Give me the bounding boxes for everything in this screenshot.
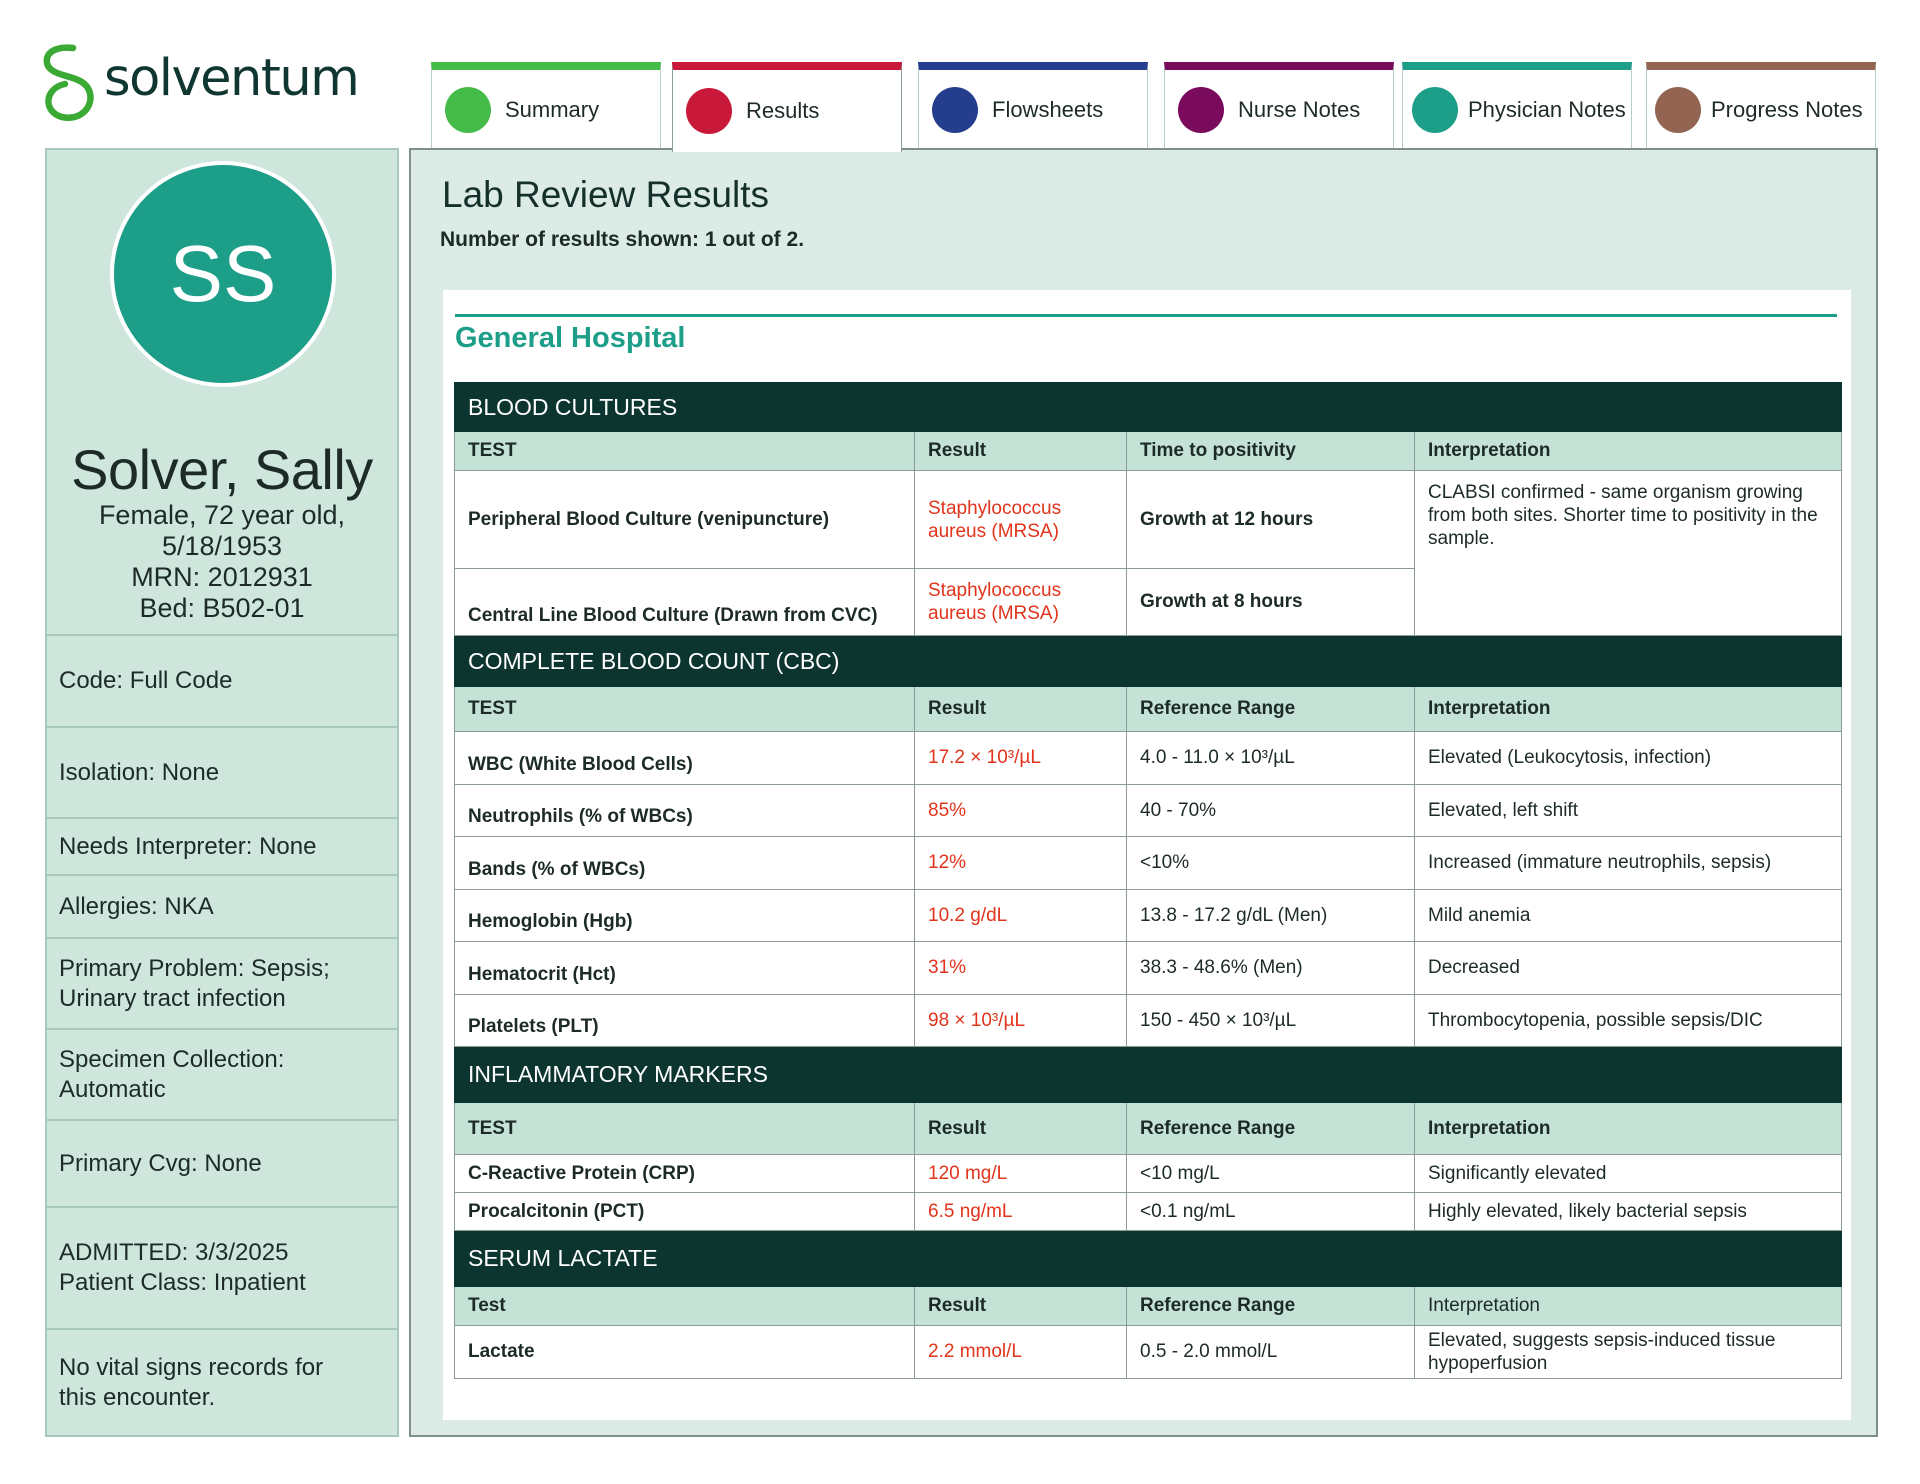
column-header-row xyxy=(455,687,1842,732)
tab-label: Results xyxy=(746,98,820,123)
column-header: Result xyxy=(915,432,1127,471)
progress-notes-dot-icon xyxy=(1655,87,1701,133)
test-result: 120 mg/L xyxy=(915,1155,1127,1193)
patient-name: Solver, Sally xyxy=(71,438,373,501)
test-result: 6.5 ng/mL xyxy=(915,1193,1127,1231)
physician-notes-dot-icon xyxy=(1412,87,1458,133)
column-header: Interpretation xyxy=(1415,1103,1842,1155)
tab-label: Physician Notes xyxy=(1468,97,1626,122)
section-header-cbc xyxy=(455,636,1842,687)
time-to-positivity: Growth at 12 hours xyxy=(1127,471,1415,569)
column-header: TEST xyxy=(455,1103,915,1155)
column-header: Reference Range xyxy=(1127,687,1415,732)
test-result: 98 × 10³/µL xyxy=(915,995,1127,1047)
solventum-logo xyxy=(40,42,358,122)
interpretation: Mild anemia xyxy=(1415,890,1842,942)
section-header-inflammatory-markers xyxy=(455,1047,1842,1103)
test-name: Bands (% of WBCs) xyxy=(455,837,915,890)
summary-dot-icon xyxy=(445,87,491,133)
reference-range: 0.5 - 2.0 mmol/L xyxy=(1127,1326,1415,1379)
test-name: WBC (White Blood Cells) xyxy=(455,732,915,785)
test-result: 85% xyxy=(915,785,1127,837)
column-header: Time to positivity xyxy=(1127,432,1415,471)
table-row xyxy=(455,1326,1842,1379)
test-result: Staphylococcus aureus (MRSA) xyxy=(915,471,1127,569)
tab-flowsheets[interactable] xyxy=(918,62,1148,150)
test-name: Neutrophils (% of WBCs) xyxy=(455,785,915,837)
test-name: Procalcitonin (PCT) xyxy=(455,1193,915,1231)
results-count: Number of results shown: 1 out of 2. xyxy=(440,228,805,251)
reference-range: 4.0 - 11.0 × 10³/µL xyxy=(1127,732,1415,785)
test-name: Hematocrit (Hct) xyxy=(455,942,915,995)
table-row xyxy=(455,471,1842,569)
patient-bed: Bed: B502-01 xyxy=(139,593,305,623)
test-name: Lactate xyxy=(455,1326,915,1379)
culture-interpretation: CLABSI confirmed - same organism growing from both sites. Shorter time to positivity in the sample. xyxy=(1415,471,1842,636)
hospital-name: General Hospital xyxy=(455,322,686,354)
table-row xyxy=(455,785,1842,837)
hospital-divider xyxy=(455,314,1837,317)
test-result: 17.2 × 10³/µL xyxy=(915,732,1127,785)
column-header: Test xyxy=(455,1287,915,1326)
test-name: C-Reactive Protein (CRP) xyxy=(455,1155,915,1193)
column-header: Result xyxy=(915,687,1127,732)
time-to-positivity: Growth at 8 hours xyxy=(1127,569,1415,636)
tab-physician-notes[interactable] xyxy=(1402,62,1632,150)
column-header: Interpretation xyxy=(1415,1287,1842,1326)
table-row xyxy=(455,837,1842,890)
column-header: Result xyxy=(915,1287,1127,1326)
test-name: Platelets (PLT) xyxy=(455,995,915,1047)
column-header: TEST xyxy=(455,687,915,732)
patient-mrn: MRN: 2012931 xyxy=(131,562,313,592)
results-dot-icon xyxy=(686,88,732,134)
results-panel xyxy=(409,148,1878,1437)
reference-range: 13.8 - 17.2 g/dL (Men) xyxy=(1127,890,1415,942)
tab-results[interactable] xyxy=(672,62,902,152)
solventum-logo-icon xyxy=(40,43,96,121)
column-header-row xyxy=(455,1287,1842,1326)
interpretation: Significantly elevated xyxy=(1415,1155,1842,1193)
interpretation: Decreased xyxy=(1415,942,1842,995)
section-title: INFLAMMATORY MARKERS xyxy=(455,1047,1842,1103)
column-header: Interpretation xyxy=(1415,687,1842,732)
test-result: Staphylococcus aureus (MRSA) xyxy=(915,569,1127,636)
lab-results-table xyxy=(454,382,1842,1379)
interpretation: Thrombocytopenia, possible sepsis/DIC xyxy=(1415,995,1842,1047)
interpretation: Elevated, left shift xyxy=(1415,785,1842,837)
interpretation: Elevated, suggests sepsis-induced tissue hypoperfusion xyxy=(1415,1326,1842,1379)
reference-range: <0.1 ng/mL xyxy=(1127,1193,1415,1231)
section-title: SERUM LACTATE xyxy=(455,1231,1842,1287)
column-header: Reference Range xyxy=(1127,1103,1415,1155)
table-row xyxy=(455,1193,1842,1231)
lab-report xyxy=(443,290,1851,1420)
tab-progress-notes[interactable] xyxy=(1646,62,1876,150)
vital-signs-note: No vital signs records for this encounter. xyxy=(47,1328,397,1435)
test-result: 31% xyxy=(915,942,1127,995)
interpretation: Elevated (Leukocytosis, infection) xyxy=(1415,732,1842,785)
nurse-notes-dot-icon xyxy=(1178,87,1224,133)
specimen-collection: Specimen Collection: Automatic xyxy=(47,1028,397,1119)
test-result: 10.2 g/dL xyxy=(915,890,1127,942)
table-row xyxy=(455,1155,1842,1193)
allergies: Allergies: NKA xyxy=(47,874,397,937)
patient-details xyxy=(47,500,397,624)
section-header-serum-lactate xyxy=(455,1231,1842,1287)
table-row xyxy=(455,732,1842,785)
section-header-blood-cultures xyxy=(455,383,1842,432)
test-name: Peripheral Blood Culture (venipuncture) xyxy=(455,471,915,569)
column-header: Result xyxy=(915,1103,1127,1155)
reference-range: <10% xyxy=(1127,837,1415,890)
test-result: 12% xyxy=(915,837,1127,890)
patient-sex-age: Female, 72 year old, xyxy=(98,500,346,530)
tab-label: Nurse Notes xyxy=(1238,97,1361,122)
test-name: Central Line Blood Culture (Drawn from CVC) xyxy=(455,569,915,636)
column-header-row xyxy=(455,432,1842,471)
column-header: Interpretation xyxy=(1415,432,1842,471)
test-result: 2.2 mmol/L xyxy=(915,1326,1127,1379)
tab-nurse-notes[interactable] xyxy=(1164,62,1394,150)
tab-label: Progress Notes xyxy=(1711,97,1863,122)
interpreter-status: Needs Interpreter: None xyxy=(47,817,397,874)
column-header-row xyxy=(455,1103,1842,1155)
reference-range: 38.3 - 48.6% (Men) xyxy=(1127,942,1415,995)
tab-summary[interactable] xyxy=(431,62,661,150)
reference-range: <10 mg/L xyxy=(1127,1155,1415,1193)
flowsheets-dot-icon xyxy=(932,87,978,133)
primary-coverage: Primary Cvg: None xyxy=(47,1119,397,1206)
table-row xyxy=(455,995,1842,1047)
table-row xyxy=(455,942,1842,995)
tab-label: Summary xyxy=(505,97,600,122)
admission-info: ADMITTED: 3/3/2025 Patient Class: Inpatient xyxy=(47,1206,397,1328)
brand-name: solventum xyxy=(104,48,359,108)
patient-dob: 5/18/1953 xyxy=(161,531,283,561)
column-header: Reference Range xyxy=(1127,1287,1415,1326)
page-title: Lab Review Results xyxy=(442,174,769,215)
interpretation: Highly elevated, likely bacterial sepsis xyxy=(1415,1193,1842,1231)
avatar: SS xyxy=(110,161,336,387)
code-status: Code: Full Code xyxy=(47,634,397,726)
reference-range: 40 - 70% xyxy=(1127,785,1415,837)
test-name: Hemoglobin (Hgb) xyxy=(455,890,915,942)
tab-label: Flowsheets xyxy=(992,97,1104,122)
interpretation: Increased (immature neutrophils, sepsis) xyxy=(1415,837,1842,890)
table-row xyxy=(455,890,1842,942)
section-title: BLOOD CULTURES xyxy=(455,383,1842,432)
column-header: TEST xyxy=(455,432,915,471)
section-title: COMPLETE BLOOD COUNT (CBC) xyxy=(455,636,1842,687)
isolation-status: Isolation: None xyxy=(47,726,397,817)
reference-range: 150 - 450 × 10³/µL xyxy=(1127,995,1415,1047)
primary-problem: Primary Problem: Sepsis; Urinary tract infection xyxy=(47,937,397,1028)
patient-sidebar xyxy=(45,148,399,1437)
